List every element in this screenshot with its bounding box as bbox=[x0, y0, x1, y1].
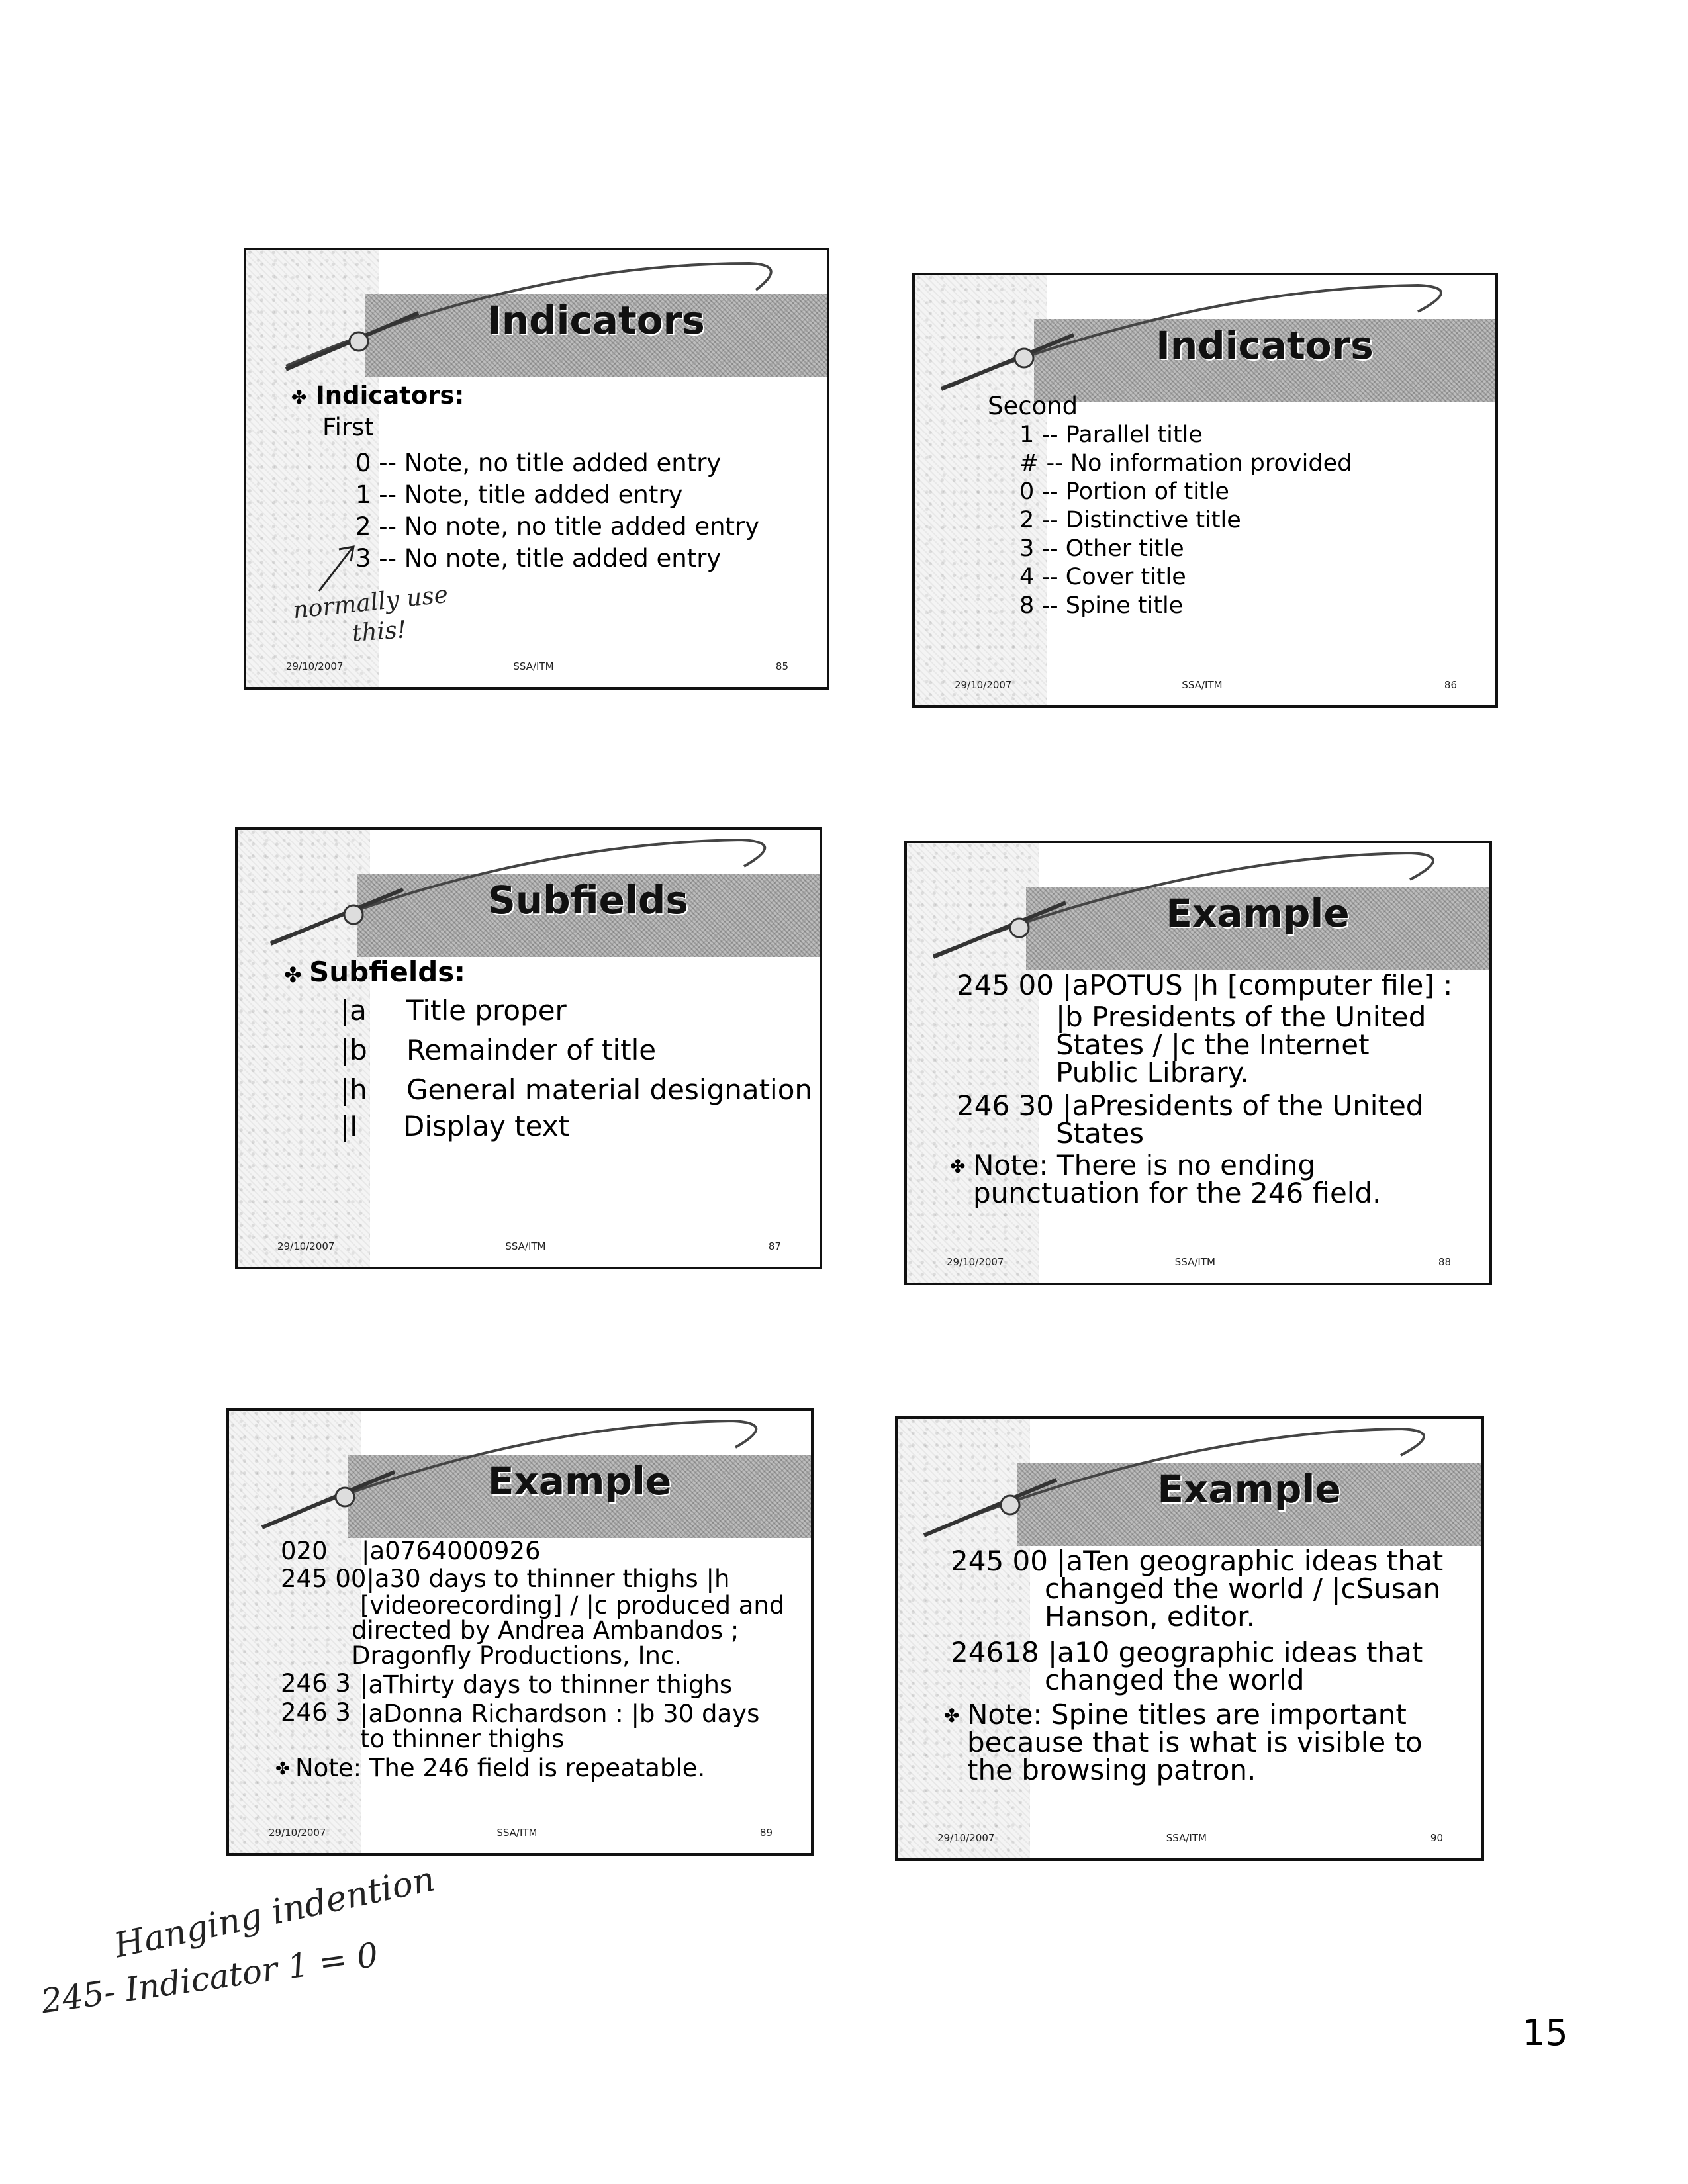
marc-line: States / |c the Internet bbox=[1056, 1028, 1370, 1061]
marc-tag: 246 3 bbox=[281, 1698, 351, 1727]
slide-date: 29/10/2007 bbox=[947, 1256, 1004, 1268]
list-item: 2 -- No note, no title added entry bbox=[355, 512, 760, 541]
note-line: Note: The 246 field is repeatable. bbox=[295, 1754, 706, 1782]
marc-line: 246 30 |aPresidents of the United bbox=[957, 1089, 1424, 1122]
slide-88 bbox=[904, 841, 1492, 1285]
slide-title: Indicators bbox=[1156, 323, 1374, 368]
subfield-code: |b bbox=[340, 1034, 367, 1066]
marc-line: Dragonfly Productions, Inc. bbox=[352, 1641, 682, 1670]
sub-heading: Second bbox=[988, 392, 1078, 420]
marc-line: |aDonna Richardson : |b 30 days bbox=[360, 1700, 760, 1728]
bullet-icon: ✤ bbox=[284, 962, 302, 987]
handwritten-note: normally use bbox=[291, 580, 449, 625]
slide-title: Indicators bbox=[487, 298, 705, 343]
bullet-icon: ✤ bbox=[944, 1705, 960, 1727]
marc-line: States bbox=[1056, 1117, 1145, 1150]
marc-tag: 020 bbox=[281, 1537, 328, 1565]
slide-number: 90 bbox=[1430, 1832, 1443, 1844]
slide-source: SSA/ITM bbox=[505, 1240, 546, 1252]
slide-date: 29/10/2007 bbox=[937, 1832, 995, 1844]
marc-line: changed the world bbox=[1045, 1664, 1305, 1696]
slide-number: 88 bbox=[1438, 1256, 1451, 1268]
handwritten-note: 245- Indicator 1 = 0 bbox=[38, 1935, 381, 2021]
marc-line: |b Presidents of the United bbox=[1056, 1001, 1427, 1033]
page-number: 15 bbox=[1523, 2012, 1568, 2054]
marc-line: Public Library. bbox=[1056, 1056, 1249, 1089]
marc-line: changed the world / |cSusan bbox=[1045, 1572, 1441, 1605]
marc-line: [videorecording] / |c produced and bbox=[360, 1591, 785, 1619]
list-item: 1 -- Parallel title bbox=[1019, 422, 1203, 448]
note-line: Note: Spine titles are important bbox=[967, 1698, 1407, 1731]
slide-date: 29/10/2007 bbox=[286, 660, 344, 672]
list-item: 1 -- Note, title added entry bbox=[355, 480, 683, 509]
handwritten-note: this! bbox=[351, 616, 408, 647]
slide-date: 29/10/2007 bbox=[277, 1240, 335, 1252]
note-line: because that is what is visible to bbox=[967, 1726, 1423, 1758]
handwritten-arrow-icon bbox=[312, 535, 365, 594]
handwritten-note: Hanging indention bbox=[111, 1859, 438, 1966]
slide-87 bbox=[235, 827, 822, 1269]
slide-number: 86 bbox=[1444, 679, 1457, 691]
slide-number: 87 bbox=[768, 1240, 781, 1252]
slide-89 bbox=[226, 1408, 814, 1856]
marc-line: 24618 |a10 geographic ideas that bbox=[951, 1636, 1423, 1668]
slide-source: SSA/ITM bbox=[1166, 1832, 1207, 1844]
bullet-icon: ✤ bbox=[291, 387, 307, 408]
marc-line: to thinner thighs bbox=[360, 1725, 565, 1753]
marc-line: Hanson, editor. bbox=[1045, 1600, 1255, 1633]
heading: Indicators: bbox=[316, 381, 465, 410]
subfield-desc: Display text bbox=[403, 1110, 570, 1142]
sub-heading: First bbox=[322, 413, 374, 441]
slide-number: 85 bbox=[775, 660, 788, 672]
subfield-code: |h bbox=[340, 1073, 367, 1106]
marc-line: 245 00|a30 days to thinner thighs |h bbox=[281, 1565, 730, 1593]
marc-line: 245 00 |aTen geographic ideas that bbox=[951, 1545, 1444, 1577]
list-item: # -- No information provided bbox=[1019, 450, 1352, 477]
subfield-desc: General material designation bbox=[406, 1073, 813, 1106]
slide-number: 89 bbox=[759, 1827, 773, 1839]
list-item: 3 -- No note, title added entry bbox=[355, 544, 722, 572]
slide-90 bbox=[895, 1416, 1484, 1861]
marc-line: directed by Andrea Ambandos ; bbox=[352, 1616, 739, 1645]
slide-source: SSA/ITM bbox=[496, 1827, 538, 1839]
slide-source: SSA/ITM bbox=[1182, 679, 1223, 691]
slide-86 bbox=[912, 273, 1498, 708]
note-line: Note: There is no ending bbox=[973, 1149, 1316, 1181]
slide-title: Example bbox=[1157, 1467, 1341, 1512]
marc-line: 245 00 |aPOTUS |h [computer file] : bbox=[957, 969, 1453, 1001]
subfield-code: |a bbox=[340, 994, 367, 1026]
subfield-code: |I bbox=[340, 1110, 358, 1142]
list-item: 0 -- Note, no title added entry bbox=[355, 449, 722, 477]
marc-tag: 246 3 bbox=[281, 1669, 351, 1698]
bullet-icon: ✤ bbox=[275, 1759, 290, 1779]
note-line: the browsing patron. bbox=[967, 1754, 1256, 1786]
slide-source: SSA/ITM bbox=[1174, 1256, 1215, 1268]
list-item: 8 -- Spine title bbox=[1019, 592, 1184, 619]
slide-85 bbox=[244, 248, 829, 690]
list-item: 0 -- Portion of title bbox=[1019, 478, 1229, 505]
slide-date: 29/10/2007 bbox=[955, 679, 1012, 691]
slide-title: Example bbox=[1166, 891, 1350, 936]
heading: Subfields: bbox=[309, 956, 466, 988]
list-item: 2 -- Distinctive title bbox=[1019, 507, 1241, 533]
marc-line: |a0764000926 bbox=[361, 1537, 541, 1565]
slide-title: Subfields bbox=[488, 878, 688, 923]
marc-line: |aThirty days to thinner thighs bbox=[360, 1670, 733, 1699]
slide-title: Example bbox=[487, 1459, 672, 1504]
bullet-icon: ✤ bbox=[950, 1156, 966, 1177]
slide-source: SSA/ITM bbox=[513, 660, 554, 672]
slide-date: 29/10/2007 bbox=[269, 1827, 326, 1839]
subfield-desc: Title proper bbox=[406, 994, 567, 1026]
list-item: 3 -- Other title bbox=[1019, 535, 1184, 562]
note-line: punctuation for the 246 field. bbox=[973, 1177, 1382, 1209]
subfield-desc: Remainder of title bbox=[406, 1034, 657, 1066]
list-item: 4 -- Cover title bbox=[1019, 564, 1186, 590]
